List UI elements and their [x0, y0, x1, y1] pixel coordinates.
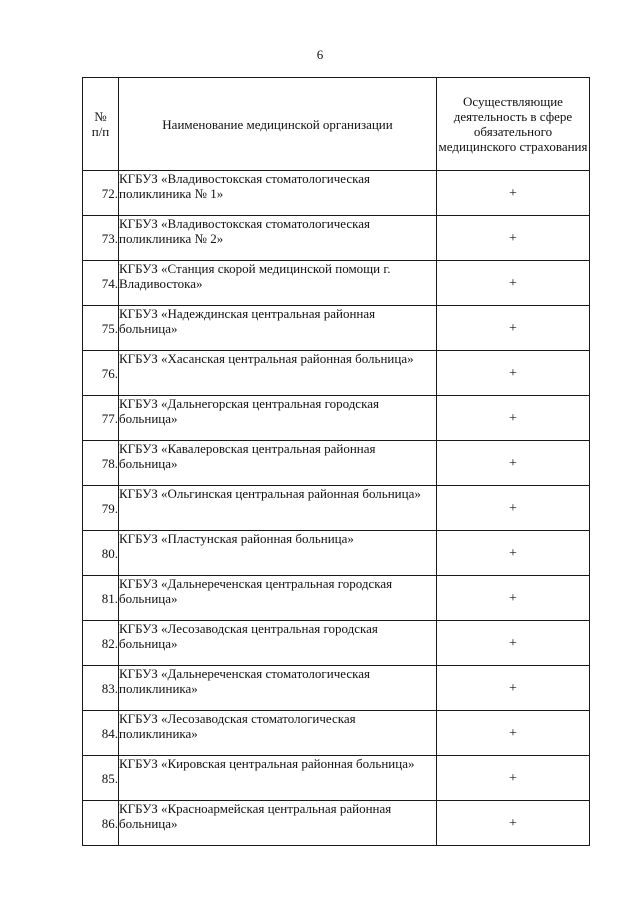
row-number: 82. — [83, 621, 119, 666]
row-number: 81. — [83, 576, 119, 621]
row-number: 77. — [83, 396, 119, 441]
oms-mark-cell — [437, 261, 590, 306]
oms-mark: + — [509, 231, 517, 246]
table-row — [83, 801, 590, 846]
organizations-table — [82, 77, 590, 846]
organization-name: КГБУЗ «Хасанская центральная районная больница» — [119, 351, 437, 396]
oms-mark: + — [509, 321, 517, 336]
oms-mark-cell — [437, 216, 590, 261]
row-number: 83. — [83, 666, 119, 711]
organization-name: КГБУЗ «Пластунская районная больница» — [119, 531, 437, 576]
oms-mark: + — [509, 456, 517, 471]
oms-mark: + — [509, 726, 517, 741]
oms-mark: + — [509, 591, 517, 606]
row-number: 74. — [83, 261, 119, 306]
row-number: 84. — [83, 711, 119, 756]
oms-mark: + — [509, 276, 517, 291]
oms-mark-cell — [437, 396, 590, 441]
organization-name: КГБУЗ «Надеждинская центральная районная больница» — [119, 306, 437, 351]
oms-mark-cell — [437, 531, 590, 576]
table-row — [83, 621, 590, 666]
organization-name: КГБУЗ «Владивостокская стоматологическая поликлиника № 2» — [119, 216, 437, 261]
header-oms: Осуществляющие деятельность в сфере обязательного медицинского страхования — [437, 78, 590, 171]
organization-name: КГБУЗ «Дальнегорская центральная городская больница» — [119, 396, 437, 441]
oms-mark-cell — [437, 666, 590, 711]
table-row — [83, 756, 590, 801]
row-number: 78. — [83, 441, 119, 486]
oms-mark-cell — [437, 576, 590, 621]
table-row — [83, 306, 590, 351]
header-number: № п/п — [83, 78, 119, 171]
row-number: 85. — [83, 756, 119, 801]
oms-mark-cell — [437, 756, 590, 801]
organization-name: КГБУЗ «Владивостокская стоматологическая поликлиника № 1» — [119, 171, 437, 216]
table-row — [83, 261, 590, 306]
page-number: 6 — [316, 47, 324, 62]
table-row — [83, 576, 590, 621]
table-row — [83, 396, 590, 441]
organization-name: КГБУЗ «Ольгинская центральная районная больница» — [119, 486, 437, 531]
oms-mark: + — [509, 411, 517, 426]
oms-mark-cell — [437, 621, 590, 666]
organization-name: КГБУЗ «Красноармейская центральная районная больница» — [119, 801, 437, 846]
table-row — [83, 531, 590, 576]
oms-mark-cell — [437, 351, 590, 396]
oms-mark: + — [509, 771, 517, 786]
oms-mark-cell — [437, 486, 590, 531]
oms-mark: + — [509, 816, 517, 831]
oms-mark: + — [509, 636, 517, 651]
row-number: 75. — [83, 306, 119, 351]
organization-name: КГБУЗ «Лесозаводская центральная городская больница» — [119, 621, 437, 666]
organization-name: КГБУЗ «Дальнереченская центральная городская больница» — [119, 576, 437, 621]
oms-mark: + — [509, 681, 517, 696]
row-number: 79. — [83, 486, 119, 531]
table-row — [83, 711, 590, 756]
organization-name: КГБУЗ «Дальнереченская стоматологическая поликлиника» — [119, 666, 437, 711]
oms-mark: + — [509, 186, 517, 201]
organization-name: КГБУЗ «Кировская центральная районная больница» — [119, 756, 437, 801]
table-row — [83, 171, 590, 216]
organization-name: КГБУЗ «Лесозаводская стоматологическая поликлиника» — [119, 711, 437, 756]
table-body — [83, 171, 590, 846]
header-name: Наименование медицинской организации — [119, 78, 437, 171]
table-row — [83, 441, 590, 486]
row-number: 80. — [83, 531, 119, 576]
organization-name: КГБУЗ «Кавалеровская центральная районная больница» — [119, 441, 437, 486]
oms-mark-cell — [437, 711, 590, 756]
oms-mark-cell — [437, 171, 590, 216]
organization-name: КГБУЗ «Станция скорой медицинской помощи г. Владивостока» — [119, 261, 437, 306]
table-row — [83, 216, 590, 261]
table-row — [83, 666, 590, 711]
table-header-row — [83, 78, 590, 171]
row-number: 73. — [83, 216, 119, 261]
row-number: 76. — [83, 351, 119, 396]
oms-mark-cell — [437, 441, 590, 486]
oms-mark-cell — [437, 801, 590, 846]
oms-mark-cell — [437, 306, 590, 351]
row-number: 86. — [83, 801, 119, 846]
oms-mark: + — [509, 501, 517, 516]
table-row — [83, 351, 590, 396]
row-number: 72. — [83, 171, 119, 216]
oms-mark: + — [509, 366, 517, 381]
oms-mark: + — [509, 546, 517, 561]
table-row — [83, 486, 590, 531]
